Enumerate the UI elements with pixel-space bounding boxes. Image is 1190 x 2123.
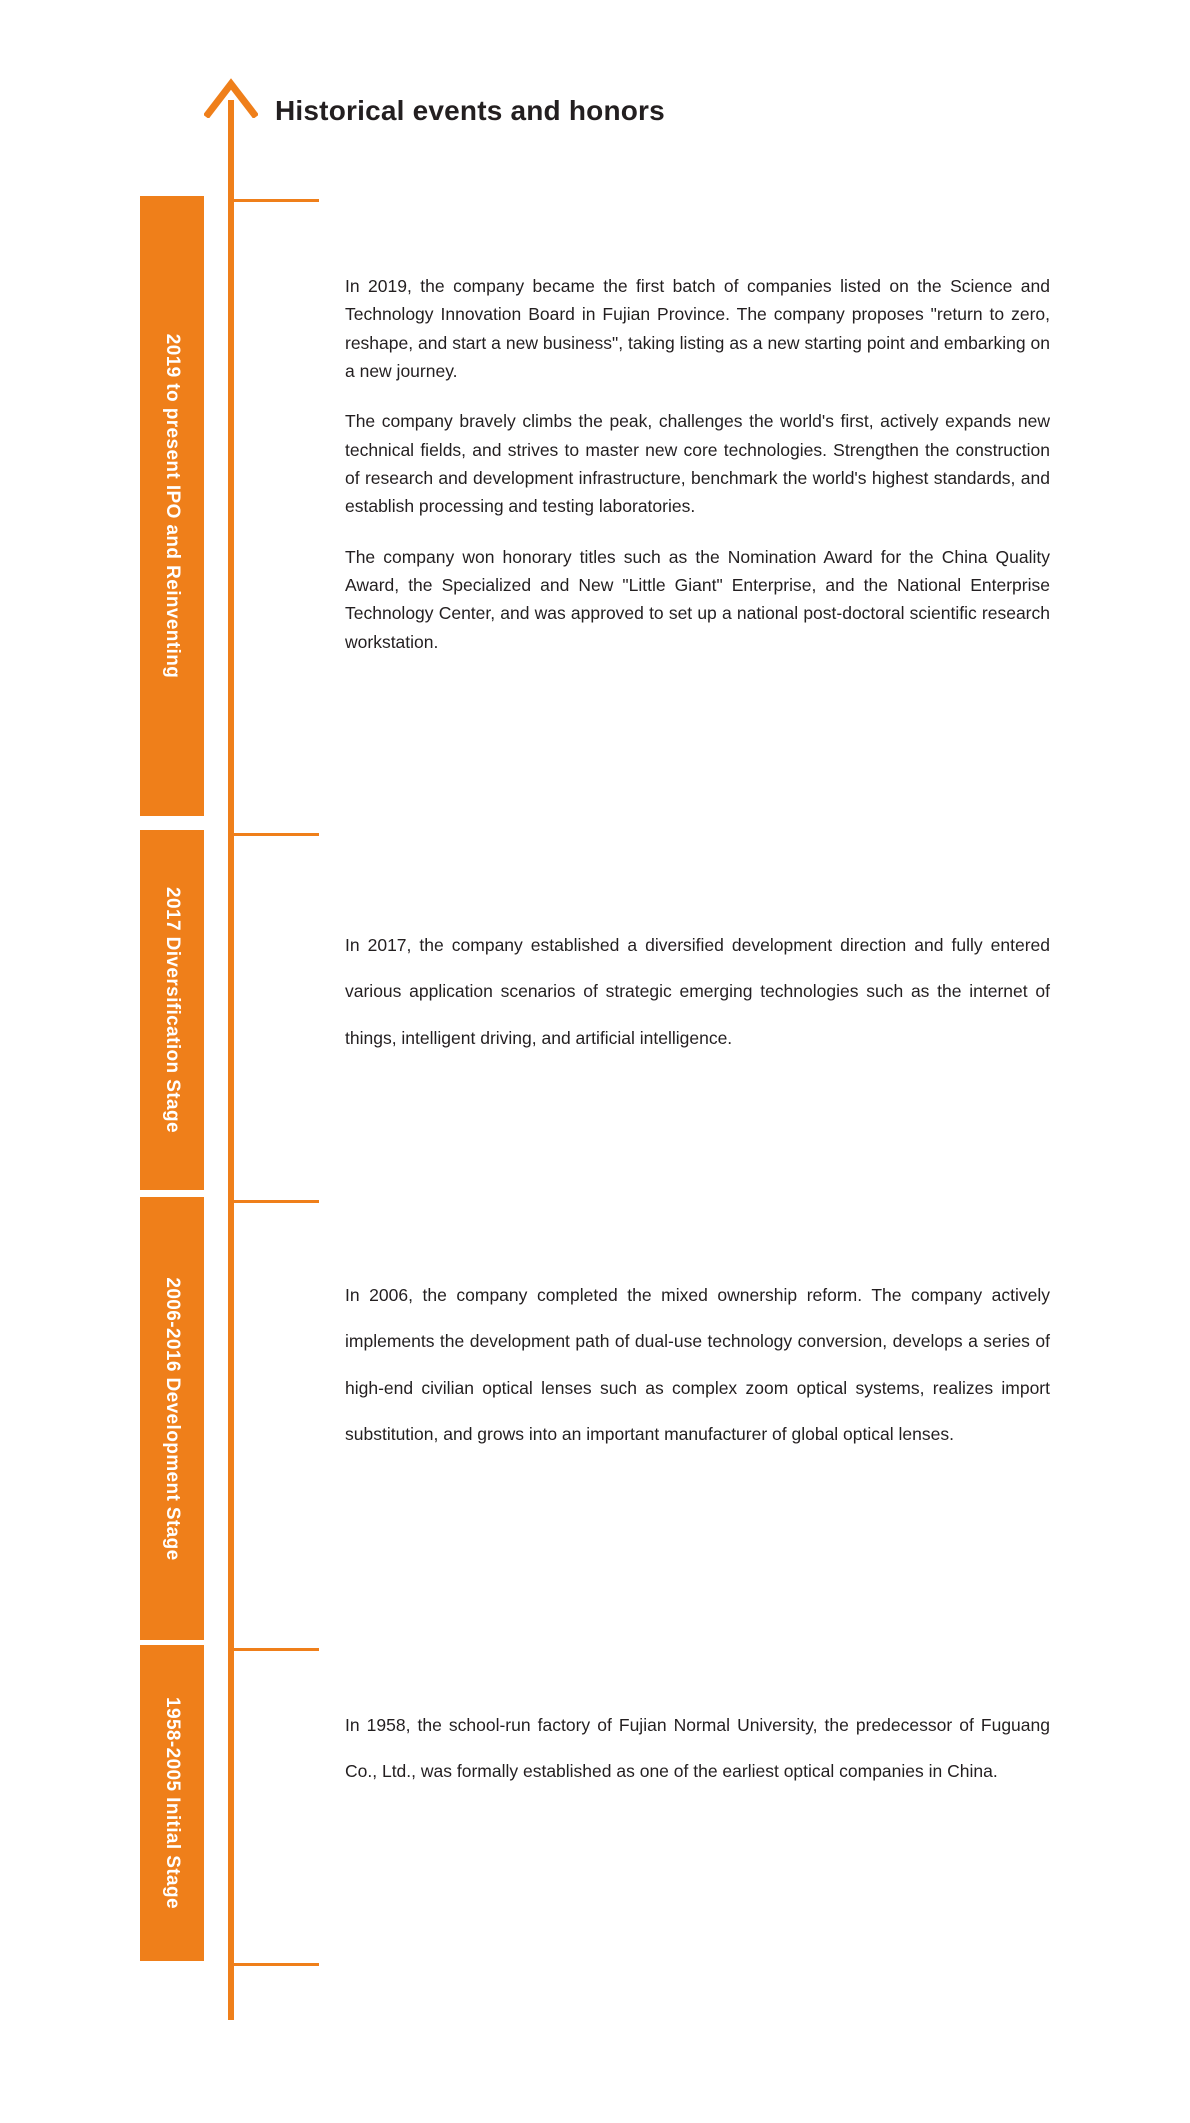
timeline-tick (231, 833, 319, 836)
era-bar-2006-2016[interactable] (140, 1197, 204, 1640)
era-body-2017 (345, 922, 1050, 1061)
era-body-1958-2005 (345, 1702, 1050, 1795)
up-arrow-icon (204, 78, 258, 118)
era-label-2006-2016: 2006-2016 Development Stage (162, 1276, 183, 1561)
era-paragraph: The company won honorary titles such as the Nomination Award for the China Quality Award, the Specialized and New "Little Giant" Enterprise, and the National Enterprise Technology Center, and was approved to set up a national post-doctoral scientific research workstation. (345, 546, 1050, 652)
timeline-tick (231, 1648, 319, 1651)
era-bar-2019-present[interactable] (140, 196, 204, 816)
era-paragraph: In 1958, the school-run factory of Fujian Normal University, the predecessor of Fuguang Co., Ltd., was formally established as one of the earliest optical companies in China. (345, 1715, 1050, 1782)
era-body-2006-2016 (345, 1272, 1050, 1458)
era-label-2019-present: 2019 to present IPO and Reinventing (162, 333, 183, 679)
era-bar-1958-2005[interactable] (140, 1645, 204, 1961)
era-label-1958-2005: 1958-2005 Initial Stage (162, 1697, 183, 1909)
page-title: Historical events and honors (275, 95, 665, 126)
era-paragraph: The company bravely climbs the peak, challenges the world's first, actively expands new technical fields, and strives to master new core technologies. Strengthen the construction of research and development infrastructure, benchmark the world's highest standards, and establish processing and testing laboratories. (345, 411, 1050, 517)
era-paragraph: In 2006, the company completed the mixed ownership reform. The company actively implements the development path of dual-use technology conversion, develops a series of high-end civilian optical lenses such as complex zoom optical systems, realizes import substitution, and grows into an important manufacturer of global optical lenses. (345, 1285, 1050, 1445)
timeline-tick (231, 1963, 319, 1966)
era-bar-2017[interactable] (140, 830, 204, 1190)
era-paragraph: In 2017, the company established a diversified development direction and fully entered various application scenarios of strategic emerging technologies such as the internet of things, intelligent driving, and artificial intelligence. (345, 935, 1050, 1048)
timeline-axis (228, 100, 234, 2020)
timeline-tick (231, 199, 319, 202)
era-paragraph: In 2019, the company became the first batch of companies listed on the Science and Technology Innovation Board in Fujian Province. The company proposes "return to zero, reshape, and start a new business", taking listing as a new starting point and embarking on a new journey. (345, 276, 1050, 382)
timeline-tick (231, 1200, 319, 1203)
era-label-2017: 2017 Diversification Stage (162, 887, 183, 1133)
era-body-2019-present (345, 272, 1050, 656)
